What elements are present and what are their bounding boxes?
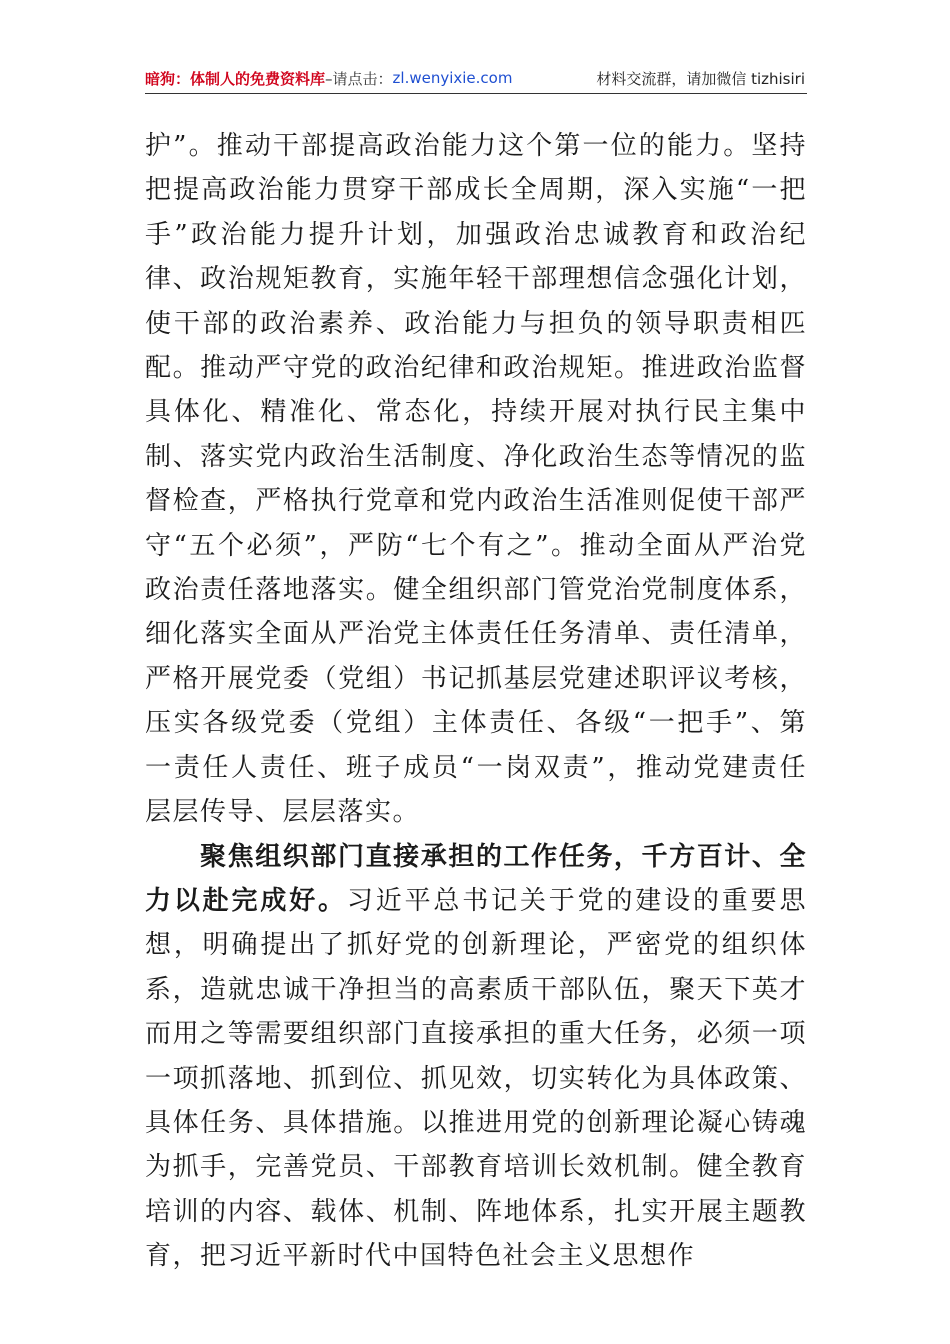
paragraph-2-text: 习近平总书记关于党的建设的重要思想，明确提出了抓好党的创新理论，严密党的组织体系，造就忠诚干净担当的高素质干部队伍，聚天下英才而用之等需要组织部门直接承担的重大任务，必须一项一项抓落地、抓到位、抓见效，切实转化为具体政策、具体任务、具体措施。以推进用党的创新理论凝心铸魂为抓手，完善党员、干部教育培训长效机制。健全教育培训的内容、载体、机制、阵地体系，扎实开展主题教育，把习近平新时代中国特色社会主义思想作 xyxy=(145,885,807,1272)
paragraph-1 xyxy=(145,124,807,835)
header-group-note: 材料交流群，请加微信 tizhisiri xyxy=(596,69,805,88)
page-header xyxy=(145,66,805,90)
paragraph-1-text: 护”。推动干部提高政治能力这个第一位的能力。坚持把提高政治能力贯穿干部成长全周期，深入实施“一把手”政治能力提升计划，加强政治忠诚教育和政治纪律、政治规矩教育，实施年轻干部理想信念强化计划，使干部的政治素养、政治能力与担负的领导职责相匹配。推动严守党的政治纪律和政治规矩。推进政治监督具体化、精准化、常态化，持续开展对执行民主集中制、落实党内政治生活制度、净化政治生态等情况的监督检查，严格执行党章和党内政治生活准则促使干部严守“五个必须”，严防“七个有之”。推动全面从严治党政治责任落地落实。健全组织部门管党治党制度体系，细化落实全面从严治党主体责任任务清单、责任清单，严格开展党委（党组）书记抓基层党建述职评议考核，压实各级党委（党组）主体责任、各级“一把手”、第一责任人责任、班子成员“一岗双责”，推动党建责任层层传导、层层落实。 xyxy=(145,131,807,828)
document-body xyxy=(145,124,807,1279)
header-brand: 暗狗：体制人的免费资料库 xyxy=(145,69,326,88)
paragraph-2-lead: 聚焦组织部门直接承担的工作任务，千方百计、全力以赴完成好。 xyxy=(145,841,807,916)
paragraph-2 xyxy=(145,835,807,1279)
header-url-link[interactable]: zl.wenyixie.com xyxy=(392,69,513,87)
header-divider xyxy=(145,93,807,94)
header-click-label: –请点击： xyxy=(325,69,393,88)
